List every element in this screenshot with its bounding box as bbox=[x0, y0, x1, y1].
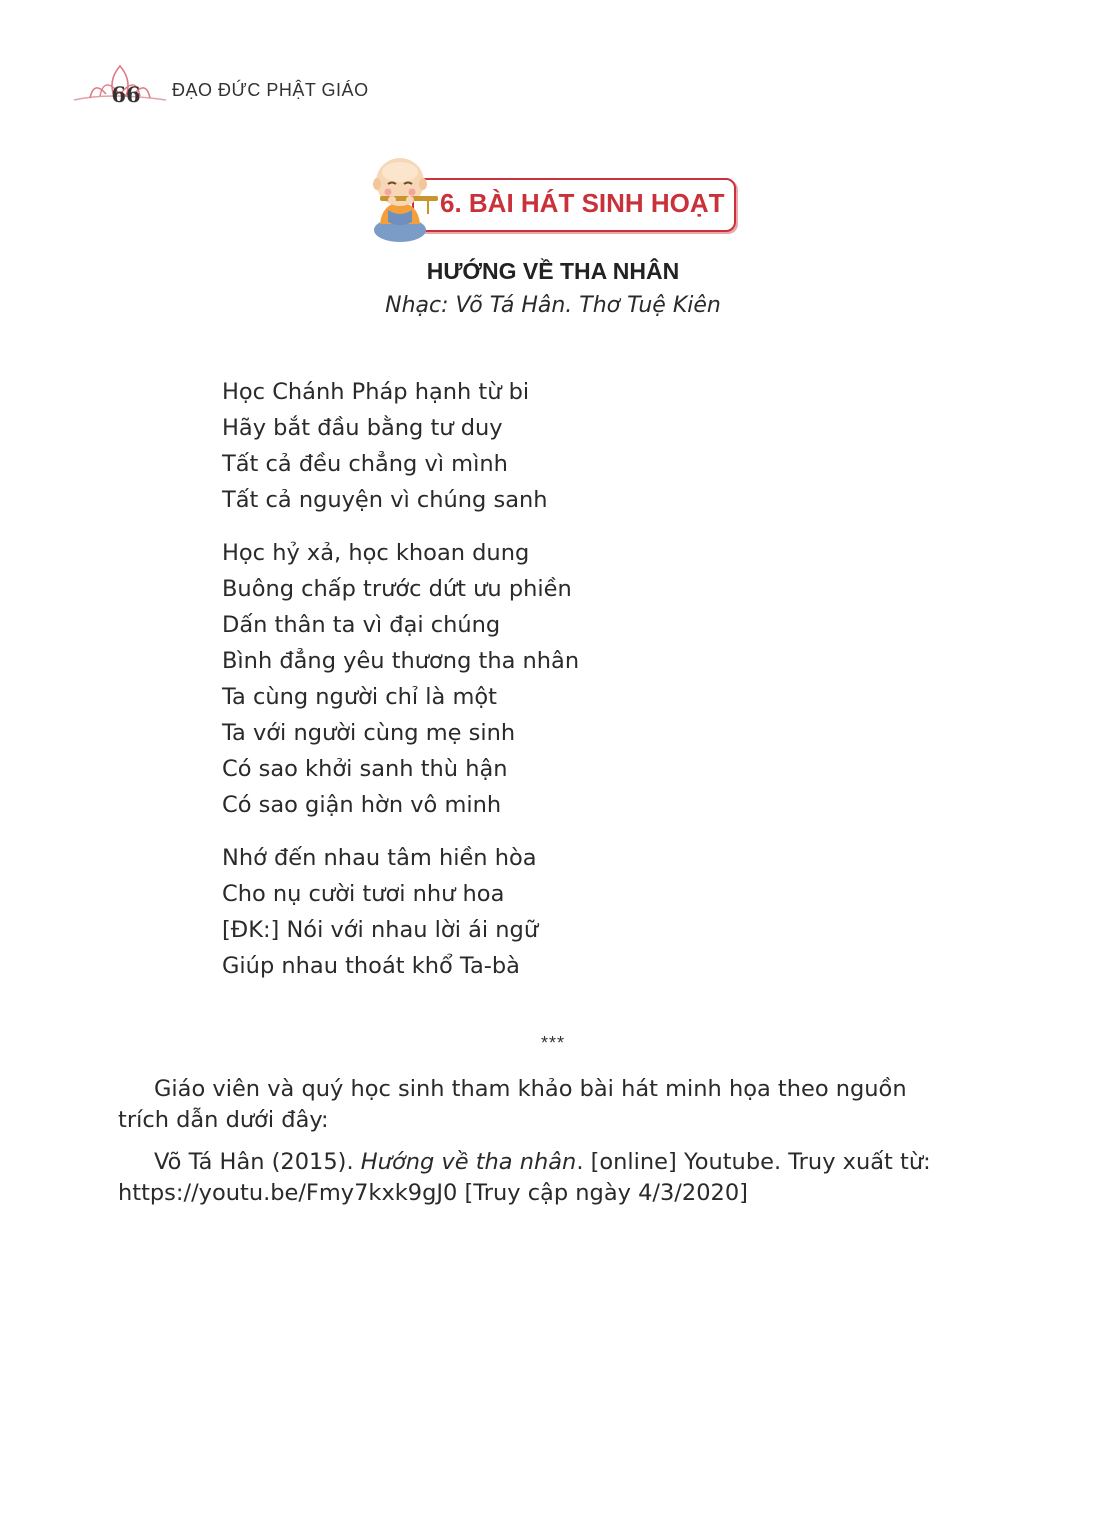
lyric-line: Nhớ đến nhau tâm hiền hòa bbox=[222, 845, 537, 871]
citation-line bbox=[118, 1147, 998, 1178]
citation-prefix: Võ Tá Hân (2015). bbox=[154, 1149, 361, 1175]
page-header bbox=[70, 62, 390, 112]
citation-url-line[interactable]: https://youtu.be/Fmy7kxk9gJ0 [Truy cập ngày 4/3/2020] bbox=[118, 1180, 748, 1206]
lyric-line: Ta với người cùng mẹ sinh bbox=[222, 720, 516, 746]
lyric-line: Bình đẳng yêu thương tha nhân bbox=[222, 648, 580, 674]
lyric-line: [ĐK:] Nói với nhau lời ái ngữ bbox=[222, 917, 539, 943]
section-banner bbox=[366, 152, 740, 244]
stanza-1 bbox=[222, 374, 782, 518]
lyric-line: Giúp nhau thoát khổ Ta-bà bbox=[222, 953, 520, 979]
song-title: HƯỚNG VỀ THA NHÂN bbox=[426, 258, 680, 284]
lyrics bbox=[222, 374, 782, 1001]
stanza-2 bbox=[222, 535, 782, 823]
song-credit: Nhạc: Võ Tá Hân. Thơ Tuệ Kiên bbox=[385, 293, 721, 318]
lyric-line: Dấn thân ta vì đại chúng bbox=[222, 612, 501, 638]
lyric-line: Học Chánh Pháp hạnh từ bi bbox=[222, 379, 530, 405]
lyric-line: Tất cả nguyện vì chúng sanh bbox=[222, 487, 548, 513]
lyric-line: Hãy bắt đầu bằng tư duy bbox=[222, 415, 503, 441]
stanza-3 bbox=[222, 840, 782, 984]
lyric-line: Buông chấp trước dứt ưu phiền bbox=[222, 576, 572, 602]
section-separator: *** bbox=[540, 1033, 565, 1053]
reference-citation bbox=[118, 1147, 998, 1209]
lyric-line: Có sao giận hờn vô minh bbox=[222, 792, 502, 818]
monk-playing-flute-icon bbox=[366, 152, 446, 244]
reference-intro-line: trích dẫn dưới đây: bbox=[118, 1107, 329, 1133]
book-title: ĐẠO ĐỨC PHẬT GIÁO bbox=[172, 80, 369, 100]
lyric-line: Có sao khởi sanh thù hận bbox=[222, 756, 508, 782]
lyric-line: Ta cùng người chỉ là một bbox=[222, 684, 497, 710]
lyric-line: Học hỷ xả, học khoan dung bbox=[222, 540, 530, 566]
reference-intro bbox=[118, 1074, 998, 1136]
citation-suffix: . [online] Youtube. Truy xuất từ: bbox=[576, 1149, 931, 1175]
section-label: 6. BÀI HÁT SINH HOẠT bbox=[440, 188, 725, 218]
citation-title: Hướng về tha nhân bbox=[360, 1149, 577, 1175]
page-number: 66 bbox=[111, 82, 141, 107]
lyric-line: Tất cả đều chẳng vì mình bbox=[222, 451, 508, 477]
lyric-line: Cho nụ cười tươi như hoa bbox=[222, 881, 505, 907]
reference-intro-line: Giáo viên và quý học sinh tham khảo bài hát minh họa theo nguồn bbox=[154, 1076, 907, 1102]
